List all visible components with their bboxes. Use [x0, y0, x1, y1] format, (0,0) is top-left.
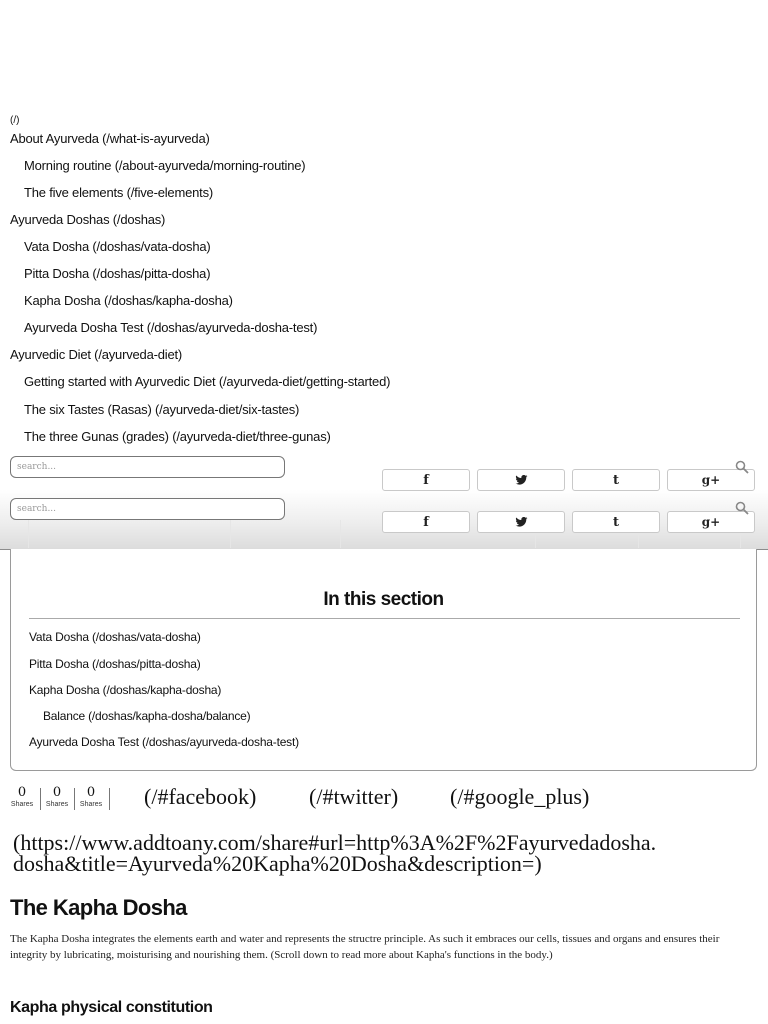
count-divider	[40, 788, 41, 810]
nav-item-dosha-test[interactable]: Ayurveda Dosha Test (/doshas/ayurveda-dosha-test)	[24, 320, 318, 335]
share-count-facebook	[7, 786, 37, 810]
share-count-number: 0	[52, 785, 62, 800]
nav-item-about-ayurveda[interactable]: About Ayurveda (/what-is-ayurveda)	[10, 131, 210, 146]
facebook-icon: f	[423, 514, 429, 530]
share-count-label: Shares	[10, 801, 34, 808]
nav-item-ayurvedic-diet[interactable]: Ayurvedic Diet (/ayurveda-diet)	[10, 347, 183, 362]
section-link-kapha-dosha[interactable]: Kapha Dosha (/doshas/kapha-dosha)	[29, 683, 222, 697]
section-heading: Kapha physical constitution	[10, 999, 213, 1016]
nav-item-pitta-dosha[interactable]: Pitta Dosha (/doshas/pitta-dosha)	[24, 266, 211, 281]
share-count-google-plus	[76, 786, 106, 810]
addtoany-share-link[interactable]	[13, 832, 656, 874]
nav-item-vata-dosha[interactable]: Vata Dosha (/doshas/vata-dosha)	[24, 239, 211, 254]
tumblr-icon: t	[612, 514, 619, 530]
share-count-number: 0	[17, 785, 27, 800]
share-count-label: Shares	[79, 801, 103, 808]
google-plus-icon: g+	[701, 515, 721, 529]
facebook-icon: f	[423, 472, 429, 488]
nav-item-three-gunas[interactable]: The three Gunas (grades) (/ayurveda-diet/three-gunas)	[24, 429, 331, 444]
intro-paragraph: The Kapha Dosha integrates the elements earth and water and represents the structre principle. As such it embraces our cells, tissues and organs and ensures their integrity by lubricating, moisturising and nourishing them. (Scroll down to read more about Kapha's functions in the body.)	[10, 933, 720, 961]
nav-item-kapha-dosha[interactable]: Kapha Dosha (/doshas/kapha-dosha)	[24, 293, 233, 308]
nav-item-six-tastes[interactable]: The six Tastes (Rasas) (/ayurveda-diet/six-tastes)	[24, 402, 300, 417]
in-this-section-panel	[10, 549, 757, 771]
twitter-icon	[515, 475, 528, 486]
share-count-label: Shares	[45, 801, 69, 808]
search-input[interactable]	[10, 456, 285, 478]
addtoany-link-line-2: dosha&title=Ayurveda%20Kapha%20Dosha&description=)	[13, 851, 542, 876]
page-title: The Kapha Dosha	[10, 895, 187, 920]
tumblr-share-button[interactable]	[572, 469, 660, 491]
twitter-share-button[interactable]	[477, 469, 565, 491]
section-link-vata-dosha[interactable]: Vata Dosha (/doshas/vata-dosha)	[29, 630, 201, 644]
search-icon[interactable]	[735, 460, 749, 474]
search-icon[interactable]	[735, 501, 749, 515]
section-title: In this section	[323, 589, 444, 610]
count-divider	[74, 788, 75, 810]
share-count-number: 0	[86, 785, 96, 800]
section-link-pitta-dosha[interactable]: Pitta Dosha (/doshas/pitta-dosha)	[29, 657, 201, 671]
addtoany-link-line-1: (https://www.addtoany.com/share#url=http%3A%2F%2Fayurvedadosha.	[13, 830, 657, 855]
section-link-balance[interactable]: Balance (/doshas/kapha-dosha/balance)	[43, 709, 251, 723]
search-input-secondary[interactable]	[10, 498, 285, 520]
tumblr-icon: t	[612, 472, 619, 488]
share-count-twitter	[42, 786, 72, 810]
tumblr-share-button-secondary[interactable]	[572, 511, 660, 533]
google-plus-icon: g+	[701, 473, 721, 487]
nav-item-morning-routine[interactable]: Morning routine (/about-ayurveda/morning-routine)	[24, 158, 306, 173]
nav-item-ayurveda-doshas[interactable]: Ayurveda Doshas (/doshas)	[10, 212, 166, 227]
nav-item-five-elements[interactable]: The five elements (/five-elements)	[24, 185, 213, 200]
facebook-share-link[interactable]: (/#facebook)	[144, 784, 257, 809]
nav-item-getting-started[interactable]: Getting started with Ayurvedic Diet (/ayurveda-diet/getting-started)	[24, 374, 391, 389]
count-divider	[109, 788, 110, 810]
section-divider	[29, 618, 740, 619]
facebook-share-button[interactable]	[382, 469, 470, 491]
twitter-icon	[515, 517, 528, 528]
twitter-share-link[interactable]: (/#twitter)	[309, 784, 399, 809]
home-link[interactable]: (/)	[10, 115, 20, 126]
twitter-share-button-secondary[interactable]	[477, 511, 565, 533]
google-plus-share-link[interactable]: (/#google_plus)	[450, 784, 590, 809]
section-link-dosha-test[interactable]: Ayurveda Dosha Test (/doshas/ayurveda-dosha-test)	[29, 735, 299, 749]
facebook-share-button-secondary[interactable]	[382, 511, 470, 533]
